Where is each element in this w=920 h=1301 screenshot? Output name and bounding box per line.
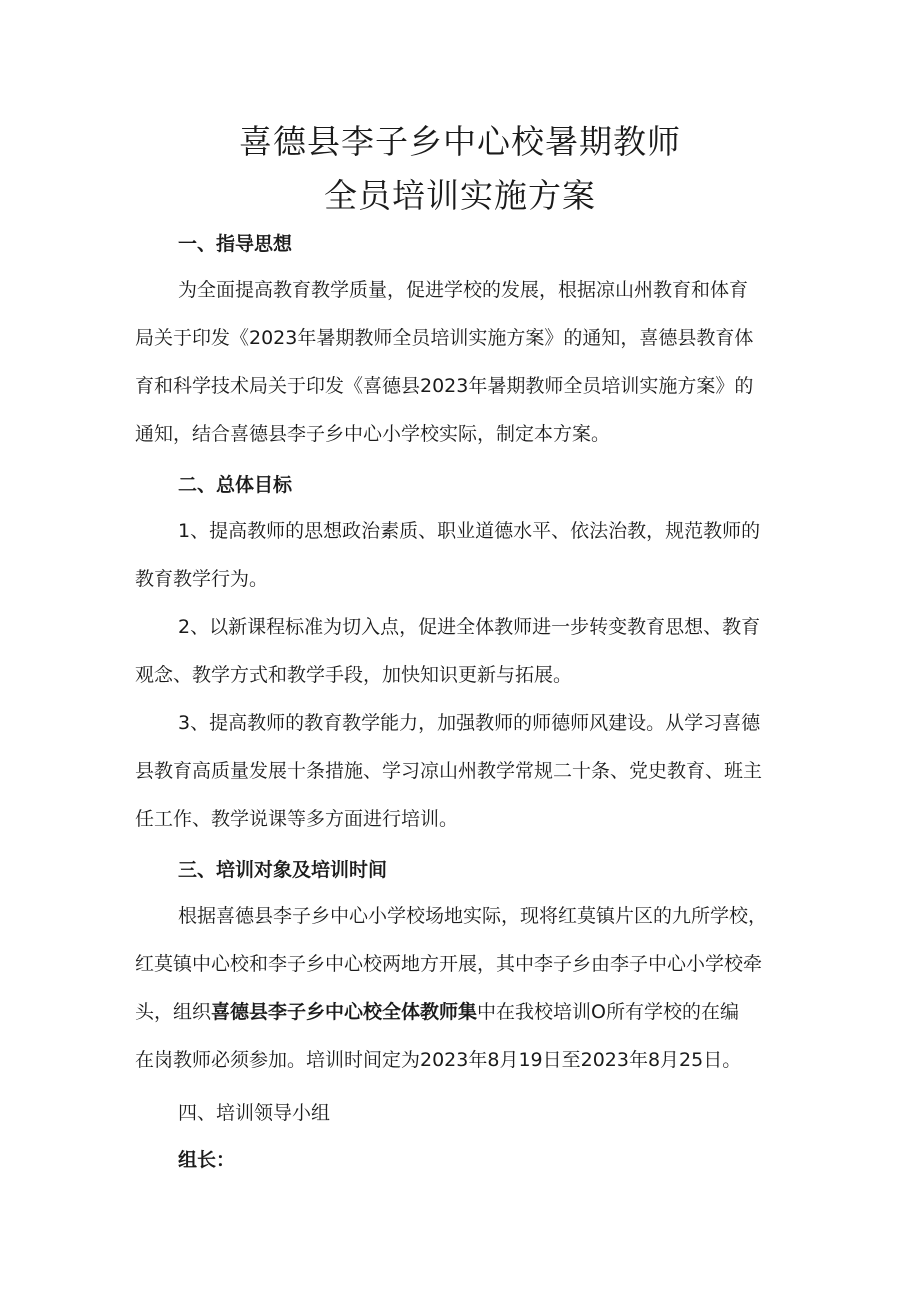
section-2-item-1-line-1: 1、提高教师的思想政治素质、职业道德水平、依法治教，规范教师的	[178, 520, 761, 542]
section-3-line-2: 红莫镇中心校和李子乡中心校两地方开展，其中李子乡由李子中心小学校牵	[135, 953, 763, 975]
section-1-heading: 一、指导思想	[178, 233, 293, 255]
section-2-item-1	[135, 507, 790, 603]
section-1-line-4: 通知，结合喜德县李子乡中心小学校实际，制定本方案。	[135, 423, 611, 445]
section-1-line-2: 局关于印发《2023年暑期教师全员培训实施方案》的通知，喜德县教育体	[135, 327, 754, 349]
section-1-paragraph	[135, 266, 790, 458]
section-3-line-3	[135, 988, 790, 1036]
section-1-line-1: 为全面提高教育教学质量，促进学校的发展，根据凉山州教育和体育	[178, 279, 749, 301]
section-2-heading: 二、总体目标	[178, 474, 293, 496]
document-title-line-2: 全员培训实施方案	[324, 176, 596, 215]
section-2-item-2	[135, 603, 790, 699]
section-3-line-3-bold: 喜德县李子乡中心校全体教师集	[211, 1001, 478, 1023]
section-2-item-3-line-1: 3、提高教师的教育教学能力，加强教师的师德师风建设。从学习喜德	[178, 712, 761, 734]
section-2-item-3	[135, 699, 790, 843]
section-3-paragraph	[135, 892, 790, 1084]
section-2-item-2-line-1: 2、以新课程标准为切入点，促进全体教师进一步转变教育思想、教育	[178, 616, 761, 638]
section-3-line-1: 根据喜德县李子乡中心小学校场地实际，现将红莫镇片区的九所学校，	[178, 905, 768, 927]
section-2-item-2-line-2: 观念、教学方式和教学手段，加快知识更新与拓展。	[135, 664, 573, 686]
section-3-line-3-end: 中在我校培训O所有学校的在编	[477, 1001, 739, 1023]
section-4-heading: 四、培训领导小组	[178, 1102, 331, 1124]
leader-label: 组长：	[178, 1149, 236, 1171]
section-2-item-3-line-2: 县教育高质量发展十条措施、学习凉山州教学常规二十条、党史教育、班主	[135, 760, 763, 782]
section-1-line-3: 育和科学技术局关于印发《喜德县2023年暑期教师全员培训实施方案》的	[135, 375, 754, 397]
section-3-line-3-start: 头，组织	[135, 1001, 212, 1023]
section-2-item-3-line-3: 任工作、教学说课等多方面进行培训。	[135, 808, 459, 830]
document-title-line-1: 喜德县李子乡中心校暑期教师	[239, 122, 681, 161]
section-3-line-4: 在岗教师必须参加。培训时间定为2023年8月19日至2023年8月25日。	[135, 1049, 742, 1071]
section-2-item-1-line-2: 教育教学行为。	[135, 568, 269, 590]
section-3-heading: 三、培训对象及培训时间	[178, 859, 388, 881]
